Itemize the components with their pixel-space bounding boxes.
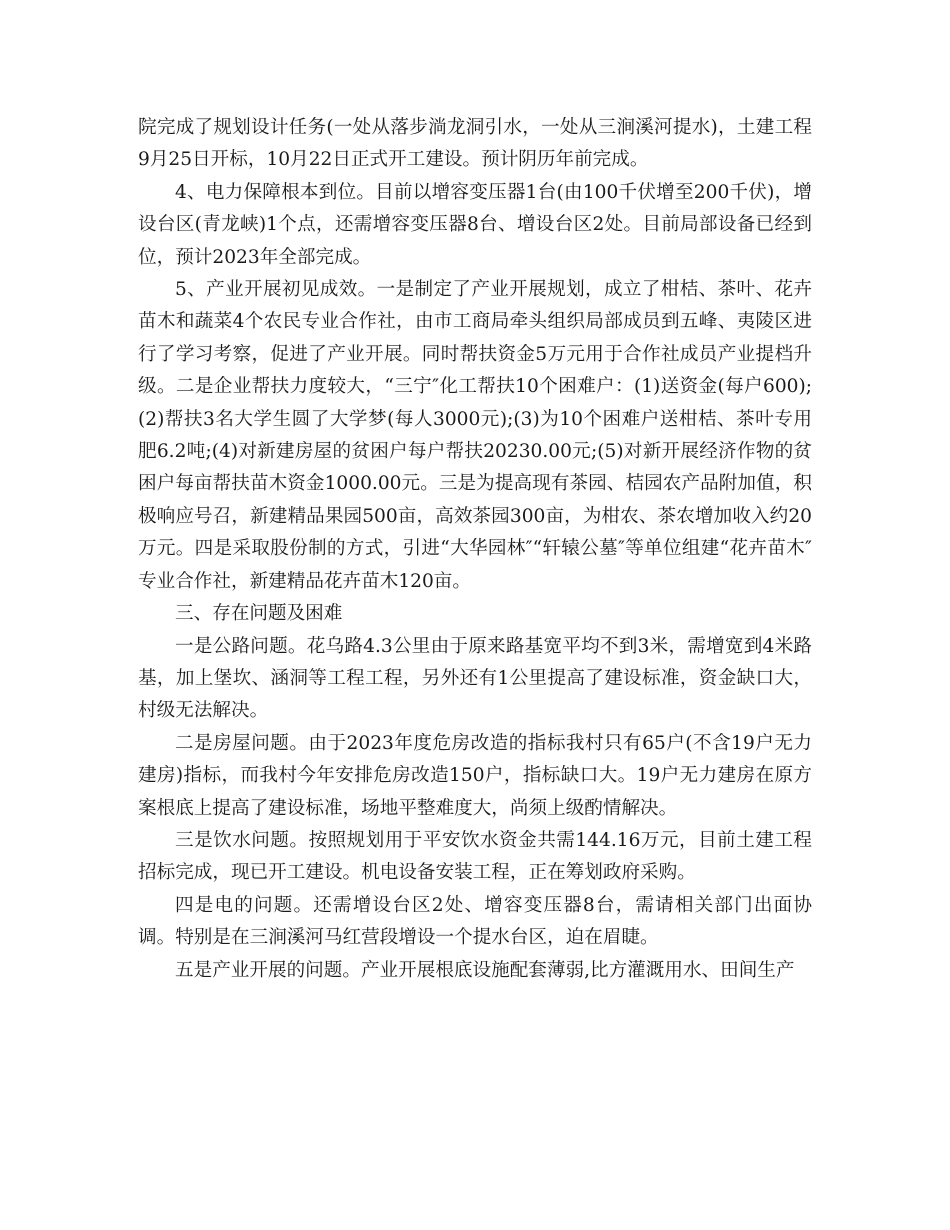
paragraph-2: 4、电力保障根本到位。目前以增容变压器1台(由100千伏增至200千伏)，增设台区(青龙峡)1个点，还需增容变压器8台、增设台区2处。目前局部设备已经到位，预计2023年全部完成。	[138, 181, 812, 268]
paragraph-7: 三是饮水问题。按照规划用于平安饮水资金共需144.16万元，目前土建工程招标完成，现已开工建设。机电设备安装工程，正在筹划政府采购。	[138, 829, 812, 884]
paragraph-9: 五是产业开展的问题。产业开展根底设施配套薄弱,比方灌溉用水、田间生产	[175, 959, 795, 981]
section-heading: 三、存在问题及困难	[175, 603, 343, 625]
paragraph-5: 一是公路问题。花乌路4.3公里由于原来路基宽平均不到3米，需增宽到4米路基，加上堡坎、涵洞等工程工程，另外还有1公里提高了建设标准，资金缺口大，村级无法解决。	[138, 635, 812, 722]
paragraph-8: 四是电的问题。还需增设台区2处、增容变压器8台，需请相关部门出面协调。特别是在三涧溪河马红营段增设一个提水台区，迫在眉睫。	[138, 894, 812, 949]
paragraph-1: 院完成了规划设计任务(一处从落步淌龙洞引水，一处从三涧溪河提水)，土建工程9月25日开标，10月22日正式开工建设。预计阴历年前完成。	[138, 117, 812, 171]
paragraph-6: 二是房屋问题。由于2023年度危房改造的指标我村只有65户(不含19户无力建房)指标，而我村今年安排危房改造150户，指标缺口大。19户无力建房在原方案根底上提高了建设标准，场地平整难度大，尚须上级酌情解决。	[138, 732, 812, 819]
paragraph-3: 5、产业开展初见成效。一是制定了产业开展规划，成立了柑桔、茶叶、花卉苗木和蔬菜4个农民专业合作社，由市工商局牵头组织局部成员到五峰、夷陵区进行了学习考察，促进了产业开展。同时帮扶资金5万元用于合作社成员产业提档升级。二是企业帮扶力度较大，“三宁″化工帮扶10个困难户：(1)送资金(每户600);(2)帮扶3名大学生圆了大学梦(每人3000元);(3)为10个困难户送柑桔、茶叶专用肥6.2吨;(4)对新建房屋的贫困户每户帮扶20230.00元;(5)对新开展经济作物的贫困户每亩帮扶苗木资金1000.00元。三是为提高现有茶园、桔园农产品附加值，积极响应号召，新建精品果园500亩，高效茶园300亩，为柑农、茶农增加收入约20万元。四是采取股份制的方式，引进“大华园林″“轩辕公墓″等单位组建“花卉苗木″专业合作社，新建精品花卉苗木120亩。	[138, 279, 812, 592]
